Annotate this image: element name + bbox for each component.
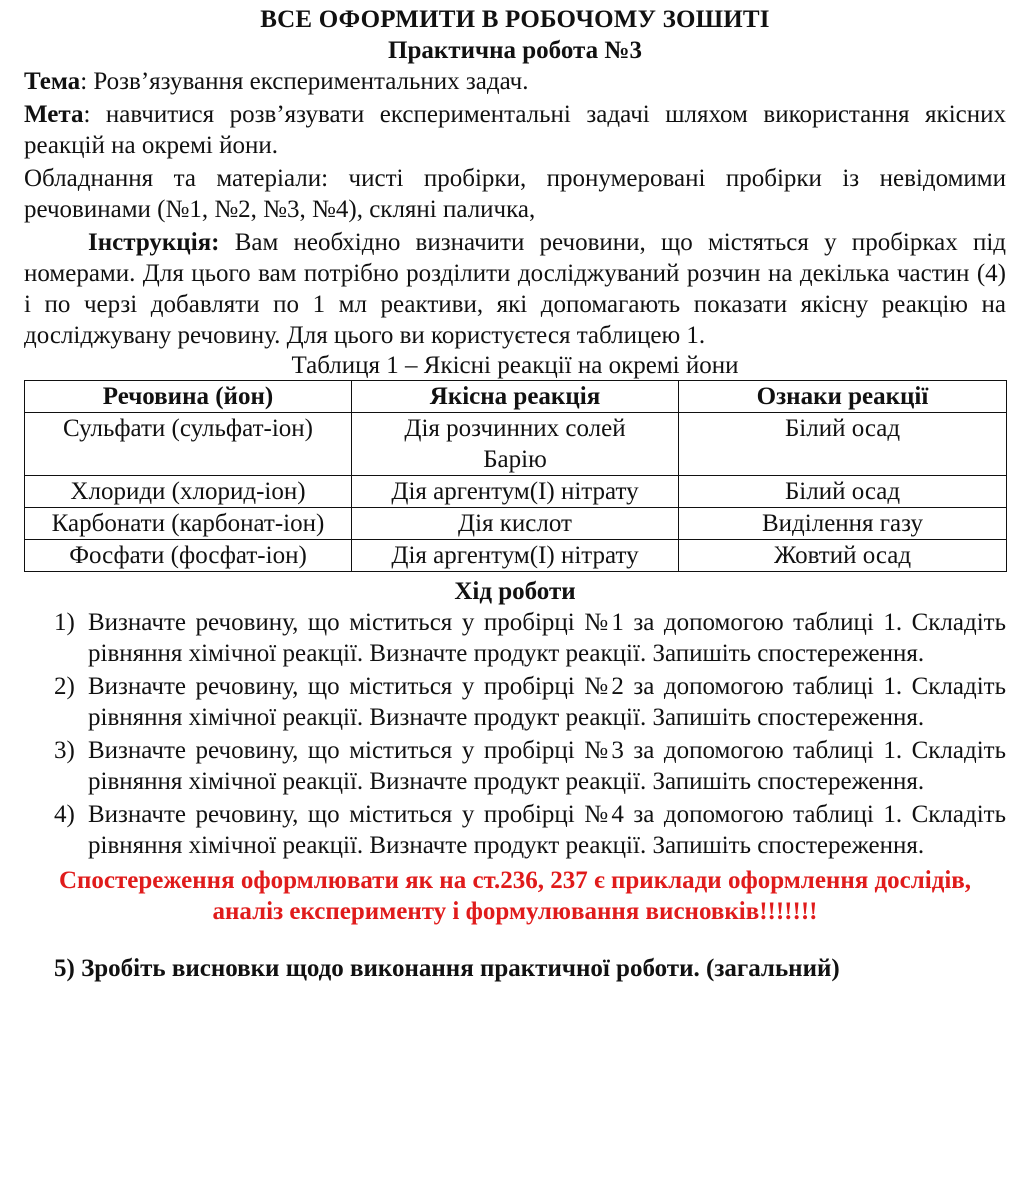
table-header-cell: Якісна реакція — [352, 381, 679, 413]
list-item — [24, 799, 1006, 861]
table-row — [25, 413, 1007, 476]
table-cell: Дія розчинних солей Барію — [352, 413, 679, 476]
instruction-paragraph — [24, 227, 1006, 351]
equipment-paragraph: Обладнання та матеріали: чисті пробірки, пронумеровані пробірки із невідомими речовинами (№1, №2, №3, №4), скляні паличка, — [24, 165, 1006, 223]
instruction-text: Вам необхідно визначити речовини, що містяться у пробірках під номерами. Для цього вам потрібно розділити досліджуваний розчин на декілька частин (4) і по черзі добавляти по 1 мл реактиви, які допомагають показати якісну реакцію на досліджувану речовину. Для цього ви користуєтеся таблицею 1. — [24, 229, 1006, 349]
goal-text: : навчитися розв’язувати експериментальні задачі шляхом використання якісних реакцій на окремі йони. — [24, 101, 1006, 159]
table-cell: Фосфати (фосфат-іон) — [25, 540, 352, 572]
table-header-cell: Речовина (йон) — [25, 381, 352, 413]
table-row — [25, 508, 1007, 540]
table-caption: Таблиця 1 – Якісні реакції на окремі йони — [291, 352, 739, 379]
table-header-row — [25, 381, 1007, 413]
step-text: Визначте речовину, що міститься у пробірці №1 за допомогою таблиці 1. Складіть рівняння хімічної реакції. Визначте продукт реакції. Запишіть спостереження. — [88, 609, 1006, 667]
table-cell: Сульфати (сульфат-іон) — [25, 413, 352, 476]
table-cell: Дія аргентум(I) нітрату — [352, 476, 679, 508]
list-item — [24, 671, 1006, 733]
topic-paragraph — [24, 66, 1006, 97]
step-number: 1) — [54, 609, 75, 636]
table-cell: Виділення газу — [679, 508, 1007, 540]
page-title: ВСЕ ОФОРМИТИ В РОБОЧОМУ ЗОШИТІ — [260, 6, 770, 33]
conclusion-task: 5) Зробіть висновки щодо виконання практичної роботи. (загальний) — [54, 955, 840, 982]
topic-label: Тема — [24, 68, 81, 95]
table-row — [25, 540, 1007, 572]
table-cell: Жовтий осад — [679, 540, 1007, 572]
list-item — [24, 735, 1006, 797]
goal-paragraph — [24, 99, 1006, 161]
topic-text: : Розв’язування експериментальних задач. — [80, 68, 529, 95]
table-cell: Білий осад — [679, 413, 1007, 476]
reactions-table — [24, 380, 1007, 572]
step-text: Визначте речовину, що міститься у пробірці №4 за допомогою таблиці 1. Складіть рівняння хімічної реакції. Визначте продукт реакції. Запишіть спостереження. — [88, 801, 1006, 859]
table-row — [25, 476, 1007, 508]
procedure-title: Хід роботи — [454, 578, 576, 605]
page-subtitle: Практична робота №3 — [388, 37, 642, 64]
warning-note: Спостереження оформлювати як на ст.236, 237 є приклади оформлення дослідів, аналіз експерименту і формулювання висновків!!!!!!! — [58, 867, 972, 925]
document-page — [24, 4, 1006, 984]
step-text: Визначте речовину, що міститься у пробірці №2 за допомогою таблиці 1. Складіть рівняння хімічної реакції. Визначте продукт реакції. Запишіть спостереження. — [88, 673, 1006, 731]
step-number: 3) — [54, 737, 75, 764]
table-cell: Білий осад — [679, 476, 1007, 508]
table-cell: Карбонати (карбонат-іон) — [25, 508, 352, 540]
step-number: 4) — [54, 801, 75, 828]
instruction-label: Інструкція: — [88, 229, 220, 256]
list-item — [24, 607, 1006, 669]
step-number: 2) — [54, 673, 75, 700]
table-cell: Дія кислот — [352, 508, 679, 540]
goal-label: Мета — [24, 101, 84, 128]
table-cell: Дія аргентум(I) нітрату — [352, 540, 679, 572]
table-header-cell: Ознаки реакції — [679, 381, 1007, 413]
step-text: Визначте речовину, що міститься у пробірці №3 за допомогою таблиці 1. Складіть рівняння хімічної реакції. Визначте продукт реакції. Запишіть спостереження. — [88, 737, 1006, 795]
table-cell: Хлориди (хлорид-іон) — [25, 476, 352, 508]
procedure-steps — [24, 607, 1006, 861]
